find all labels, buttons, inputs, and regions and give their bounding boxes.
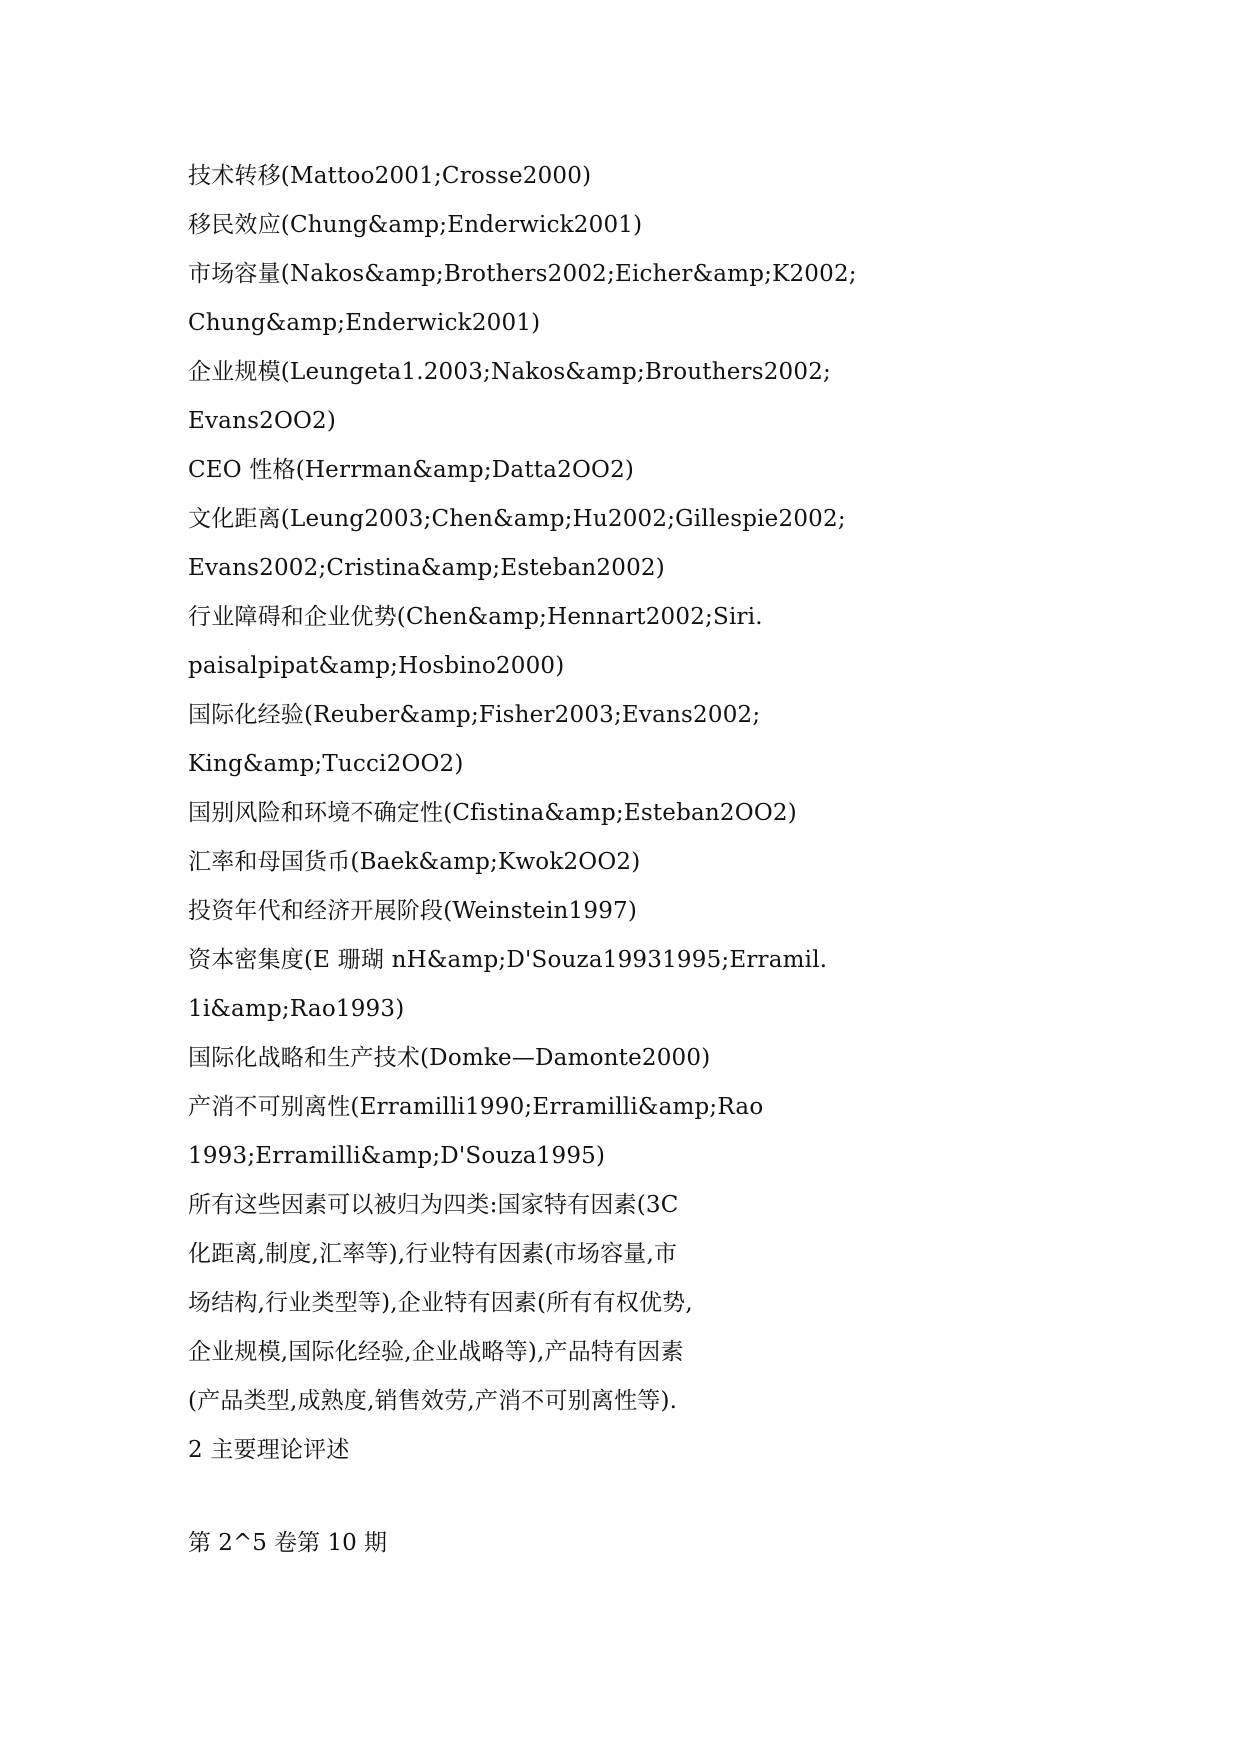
paragraph-line: 所有这些因素可以被归为四类:国家特有因素(3C [188, 1192, 679, 1218]
text-line: 投资年代和经济开展阶段(Weinstein1997) [188, 898, 638, 924]
text-line: 国际化战略和生产技术(Domke—Damonte2000) [188, 1045, 711, 1071]
section-heading: 2 主要理论评述 [188, 1437, 350, 1463]
paragraph-line: 企业规模,国际化经验,企业战略等),产品特有因素 [188, 1339, 684, 1365]
body-text [188, 152, 1088, 1475]
text-line: 市场容量(Nakos&amp;Brothers2002;Eicher&amp;K2002; [188, 261, 857, 287]
text-line: 1i&amp;Rao1993) [188, 996, 405, 1022]
text-line: 行业障碍和企业优势(Chen&amp;Hennart2002;Siri. [188, 604, 763, 630]
text-line: King&amp;Tucci2OO2) [188, 751, 464, 777]
paragraph-line: 场结构,行业类型等),企业特有因素(所有有权优势, [188, 1290, 693, 1316]
text-line: 移民效应(Chung&amp;Enderwick2001) [188, 212, 643, 238]
text-line: 企业规模(Leungeta1.2003;Nakos&amp;Brouthers2002; [188, 359, 831, 385]
paragraph-line: (产品类型,成熟度,销售效劳,产消不可别离性等). [188, 1388, 678, 1414]
text-line: paisalpipat&amp;Hosbino2000) [188, 653, 565, 679]
text-line: Evans2OO2) [188, 408, 337, 434]
text-line: 国别风险和环境不确定性(Cfistina&amp;Esteban2OO2) [188, 800, 797, 826]
text-line: 资本密集度(E 珊瑚 nH&amp;D'Souza19931995;Erramil. [188, 947, 828, 973]
issue-footer: 第 2^5 卷第 10 期 [188, 1530, 388, 1556]
text-line: 国际化经验(Reuber&amp;Fisher2003;Evans2002; [188, 702, 761, 728]
text-line: Chung&amp;Enderwick2001) [188, 310, 541, 336]
text-line: 汇率和母国货币(Baek&amp;Kwok2OO2) [188, 849, 641, 875]
text-line: 1993;Erramilli&amp;D'Souza1995) [188, 1143, 606, 1169]
paragraph-line: 化距离,制度,汇率等),行业特有因素(市场容量,市 [188, 1241, 678, 1267]
text-line: Evans2002;Cristina&amp;Esteban2002) [188, 555, 665, 581]
text-line: 技术转移(Mattoo2001;Crosse2000) [188, 163, 592, 189]
text-line: CEO 性格(Herrman&amp;Datta2OO2) [188, 457, 635, 483]
text-line: 文化距离(Leung2003;Chen&amp;Hu2002;Gillespie2002; [188, 506, 846, 532]
text-line: 产消不可别离性(Erramilli1990;Erramilli&amp;Rao [188, 1094, 764, 1120]
